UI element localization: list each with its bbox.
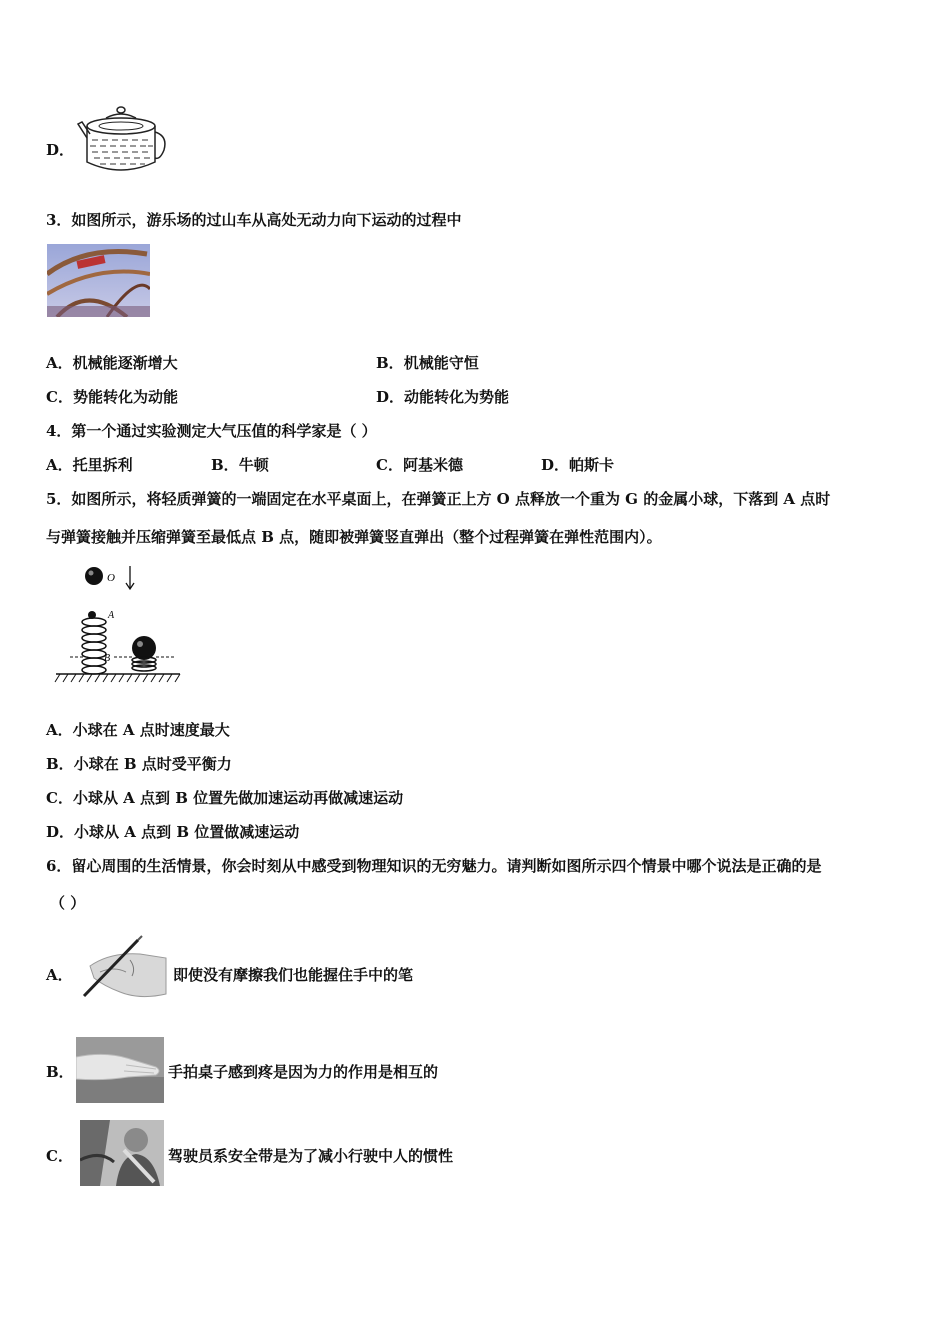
- q5-option-b[interactable]: [46, 754, 232, 774]
- q4-option-a-text: 托里拆利: [72, 456, 133, 474]
- q5-option-a-text: 小球在 A 点时速度最大: [72, 721, 230, 739]
- q3-stem: 3．如图所示，游乐场的过山车从高处无动力向下运动的过程中: [46, 211, 462, 229]
- ball-o-icon: [85, 567, 103, 585]
- q5-stem-line1: 5．如图所示，将轻质弹簧的一端固定在水平桌面上，在弹簧正上方 O 点释放一个重为 G 的金属小球，下落到 A 点时: [46, 490, 831, 508]
- q3-option-c-text: 势能转化为动能: [72, 388, 178, 406]
- q4-option-c[interactable]: [376, 455, 463, 475]
- spring-ball-figure: [52, 562, 182, 686]
- label-o: O: [107, 572, 115, 584]
- q6-stem-line1: 6．留心周围的生活情景，你会时刻从中感受到物理知识的无穷魅力。请判断如图所示四个情景中哪个说法是正确的是: [46, 857, 822, 875]
- q3-option-b-text: 机械能守恒: [403, 354, 479, 372]
- label-b: B: [104, 653, 111, 664]
- q4-option-d-label: D．: [541, 456, 570, 474]
- q2-option-d-label: D．: [46, 141, 75, 159]
- q5-option-d-text: 小球从 A 点到 B 位置做减速运动: [74, 823, 300, 841]
- q4-option-b[interactable]: [211, 455, 269, 475]
- q6-option-b-text: 手拍桌子感到疼是因为力的作用是相互的: [168, 1063, 439, 1081]
- q6-stem-line2: （ ）: [50, 894, 86, 912]
- q3-option-b[interactable]: [376, 353, 479, 373]
- q6-option-c-label[interactable]: C．: [46, 1147, 73, 1165]
- driver-seatbelt-photo: [80, 1120, 164, 1186]
- q6-option-c-text: 驾驶员系安全带是为了减小行驶中人的惯性: [168, 1147, 454, 1165]
- q4-option-b-label: B．: [211, 456, 239, 474]
- q4-option-d[interactable]: [541, 455, 614, 475]
- q4-option-a-label: A．: [46, 456, 73, 474]
- q3-option-d[interactable]: [376, 387, 509, 407]
- q4-option-c-text: 阿基米德: [402, 456, 463, 474]
- q5-option-a-label: A．: [46, 721, 73, 739]
- q5-option-c[interactable]: [46, 788, 403, 808]
- q4-option-a[interactable]: [46, 455, 133, 475]
- q3-option-a[interactable]: [46, 353, 178, 373]
- q4-stem: 4．第一个通过实验测定大气压值的科学家是（ ）: [46, 422, 377, 440]
- q3-option-b-label: B．: [376, 354, 404, 372]
- hand-slapping-table-photo: [76, 1037, 164, 1103]
- q4-option-c-label: C．: [376, 456, 403, 474]
- q6-option-b-label[interactable]: B．: [46, 1063, 74, 1081]
- q6-option-a-label[interactable]: A．: [46, 966, 73, 984]
- q3-option-c[interactable]: [46, 387, 178, 407]
- spring-left: [82, 618, 106, 674]
- q5-option-b-label: B．: [46, 755, 74, 773]
- q5-stem-line2: 与弹簧接触并压缩弹簧至最低点 B 点，随即被弹簧竖直弹出（整个过程弹簧在弹性范围内）。: [46, 528, 662, 546]
- roller-coaster-photo: [47, 244, 150, 317]
- hand-holding-pen-photo: [80, 932, 168, 1002]
- q5-option-d-label: D．: [46, 823, 75, 841]
- q3-option-a-label: A．: [46, 354, 73, 372]
- teapot-figure: [76, 104, 168, 178]
- q5-option-c-label: C．: [46, 789, 73, 807]
- q3-option-c-label: C．: [46, 388, 73, 406]
- q5-option-d[interactable]: [46, 822, 299, 842]
- q5-option-a[interactable]: [46, 720, 230, 740]
- label-a: A: [108, 610, 115, 621]
- q3-option-d-label: D．: [376, 388, 405, 406]
- q4-option-d-text: 帕斯卡: [569, 456, 615, 474]
- q4-option-b-text: 牛顿: [238, 456, 269, 474]
- q3-option-d-text: 动能转化为势能: [404, 388, 510, 406]
- q6-option-a-text: 即使没有摩擦我们也能握住手中的笔: [173, 966, 414, 984]
- q3-option-a-text: 机械能逐渐增大: [72, 354, 178, 372]
- q5-option-b-text: 小球在 B 点时受平衡力: [73, 755, 232, 773]
- q5-option-c-text: 小球从 A 点到 B 位置先做加速运动再做减速运动: [72, 789, 404, 807]
